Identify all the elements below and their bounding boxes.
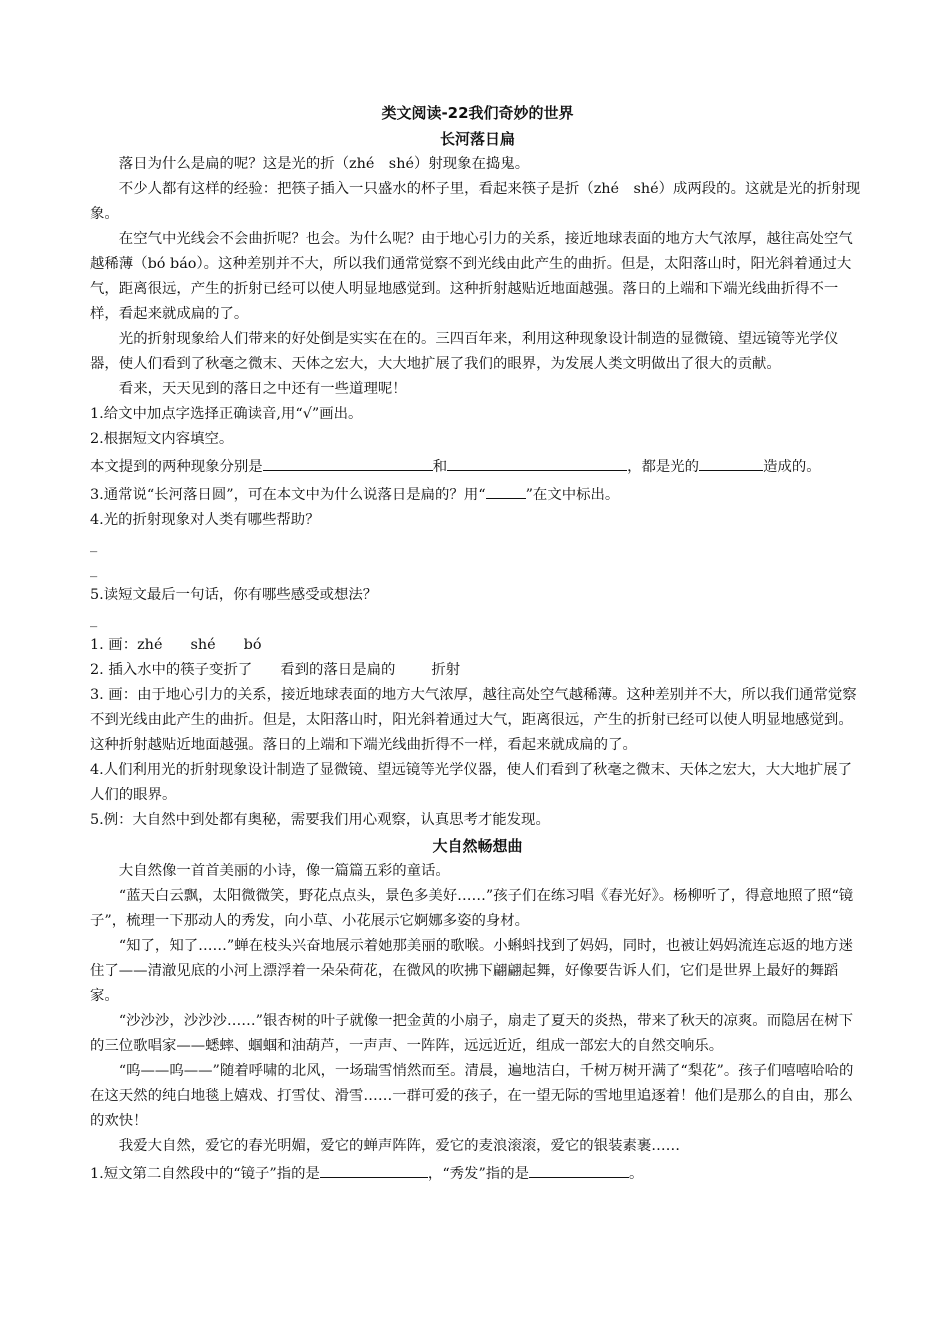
answer-value: 折射	[431, 662, 461, 678]
question-text: 3.通常说“长河落日圆”，可在本文中为什么说落日是扁的？用“	[90, 487, 486, 503]
article2-paragraph: “蓝天白云飘，太阳微微笑，野花点点头，景色多美好……”孩子们在练习唱《春光好》。杨柳听了，得意地照了照“镜子”，梳理一下那动人的秀发，向小草、小花展示它婀娜多姿的身材。	[90, 888, 854, 929]
answer-blank[interactable]	[447, 452, 627, 471]
article2-paragraph: 我爱大自然，爱它的春光明媚，爱它的蝉声阵阵，爱它的麦浪滚滚，爱它的银装素裹……	[118, 1138, 681, 1154]
question-2: 2.根据短文内容填空。	[90, 431, 234, 447]
article1-paragraph: 不少人都有这样的经验：把筷子插入一只盛水的杯子里，看起来筷子是折（zhé shé）成两段的。这就是光的折射现象。	[90, 181, 861, 222]
question-4: 4.光的折射现象对人类有哪些帮助？	[90, 512, 320, 528]
article2-paragraph: “呜——呜——”随着呼啸的北风，一场瑞雪悄然而至。清晨，遍地洁白，千树万树开满了“梨花”。孩子们嘻嘻哈哈的在这天然的纯白地毯上嬉戏、打雪仗、滑雪……一群可爱的孩子，在一望无际的雪地里追逐着！他们是那么的自由，那么的欢快！	[90, 1063, 854, 1129]
question-5: 5.读短文最后一句话，你有哪些感受或想法？	[90, 587, 378, 603]
answer-1	[90, 633, 865, 658]
fill-text: 本文提到的两种现象分别是	[90, 459, 263, 475]
article2-paragraph: “知了，知了……”蝉在枝头兴奋地展示着她那美丽的歌喉。小蝌蚪找到了妈妈，同时，也被让妈妈流连忘返的地方迷住了——清澈见底的小河上漂浮着一朵朵荷花，在微风的吹拂下翩翩起舞，好像要告诉人们，它们是世界上最好的舞蹈家。	[90, 938, 854, 1004]
page-title: 类文阅读-22我们奇妙的世界	[381, 104, 574, 122]
question-1: 1.给文中加点字选择正确读音,用“√”画出。	[90, 406, 363, 422]
answer-blank[interactable]	[320, 1159, 428, 1178]
fill-text: 和	[432, 459, 448, 475]
answer-value: bó	[243, 637, 262, 653]
document-page	[90, 100, 865, 1187]
article2-paragraph: “沙沙沙，沙沙沙……”银杏树的叶子就像一把金黄的小扇子，扇走了夏天的炎热，带来了秋天的凉爽。而隐居在树下的三位歌唱家——蟋蟀、蝈蝈和油葫芦，一声声、一阵阵，远远近近，组成一部宏大的自然交响乐。	[90, 1013, 854, 1054]
answer-value: 插入水中的筷子变折了	[108, 662, 253, 678]
article1-paragraph: 光的折射现象给人们带来的好处倒是实实在在的。三四百年来，利用这种现象设计制造的显微镜、望远镜等光学仪器，使人们看到了秋毫之微末、天体之宏大，大大地扩展了我们的眼界，为发展人类文明做出了很大的贡献。	[90, 331, 839, 372]
answer-blank[interactable]	[529, 1159, 629, 1178]
underline-mark	[486, 480, 526, 499]
question-text: ，“秀发”指的是	[427, 1166, 529, 1182]
answer-line[interactable]: _	[90, 562, 98, 578]
answer-3: 3. 画：由于地心引力的关系，接近地球表面的地方大气浓厚，越往高处空气越稀薄。这种差别并不大，所以我们通常觉察不到光线由此产生的曲折。但是，太阳落山时，阳光斜着通过大气，距离很远，产生的折射已经可以使人明显地感觉到。这种折射越贴近地面越强。落日的上端和下端光线曲折得不一样，看起来就成扁的了。	[90, 687, 857, 753]
answer-blank[interactable]	[699, 452, 763, 471]
article2-paragraph: 大自然像一首首美丽的小诗，像一篇篇五彩的童话。	[118, 863, 450, 879]
article1-title: 长河落日扁	[439, 130, 515, 148]
answer-2	[90, 658, 865, 683]
fill-text: 造成的。	[763, 459, 821, 475]
answer-5: 5.例：大自然中到处都有奥秘，需要我们用心观察，认真思考才能发现。	[90, 812, 550, 828]
answer-blank[interactable]	[263, 452, 433, 471]
article2-title: 大自然畅想曲	[432, 837, 523, 855]
article1-paragraph: 看来，天天见到的落日之中还有一些道理呢！	[118, 381, 407, 397]
answer-line[interactable]: _	[90, 612, 98, 628]
answer-value: shé	[190, 637, 216, 653]
answer-label: 1. 画：	[90, 637, 138, 653]
article1-paragraph: 落日为什么是扁的呢？这是光的折（zhé shé）射现象在捣鬼。	[118, 156, 530, 172]
article2-question-1	[90, 1159, 865, 1187]
answer-value: zhé	[137, 637, 163, 653]
fill-text: ，都是光的	[627, 459, 700, 475]
question-2-fill	[90, 452, 865, 480]
question-text: 1.短文第二自然段中的“镜子”指的是	[90, 1166, 320, 1182]
answer-line[interactable]: _	[90, 537, 98, 553]
question-text: 。	[628, 1166, 644, 1182]
answer-value: 看到的落日是扁的	[280, 662, 396, 678]
article1-paragraph: 在空气中光线会不会曲折呢？也会。为什么呢？由于地心引力的关系，接近地球表面的地方大气浓厚，越往高处空气越稀薄（bó báo）。这种差别并不大，所以我们通常觉察不到光线由此产生的曲折。但是，太阳落山时，阳光斜着通过大气，距离很远，产生的折射已经可以使人明显地感觉到。这种折射越贴近地面越强。落日的上端和下端光线曲折得不一样，看起来就成扁的了。	[90, 231, 853, 322]
answer-4: 4.人们利用光的折射现象设计制造了显微镜、望远镜等光学仪器，使人们看到了秋毫之微末、天体之宏大，大大地扩展了人们的眼界。	[90, 762, 853, 803]
question-3	[90, 480, 865, 508]
answer-label: 2.	[90, 662, 109, 678]
question-text: ”在文中标出。	[525, 487, 620, 503]
